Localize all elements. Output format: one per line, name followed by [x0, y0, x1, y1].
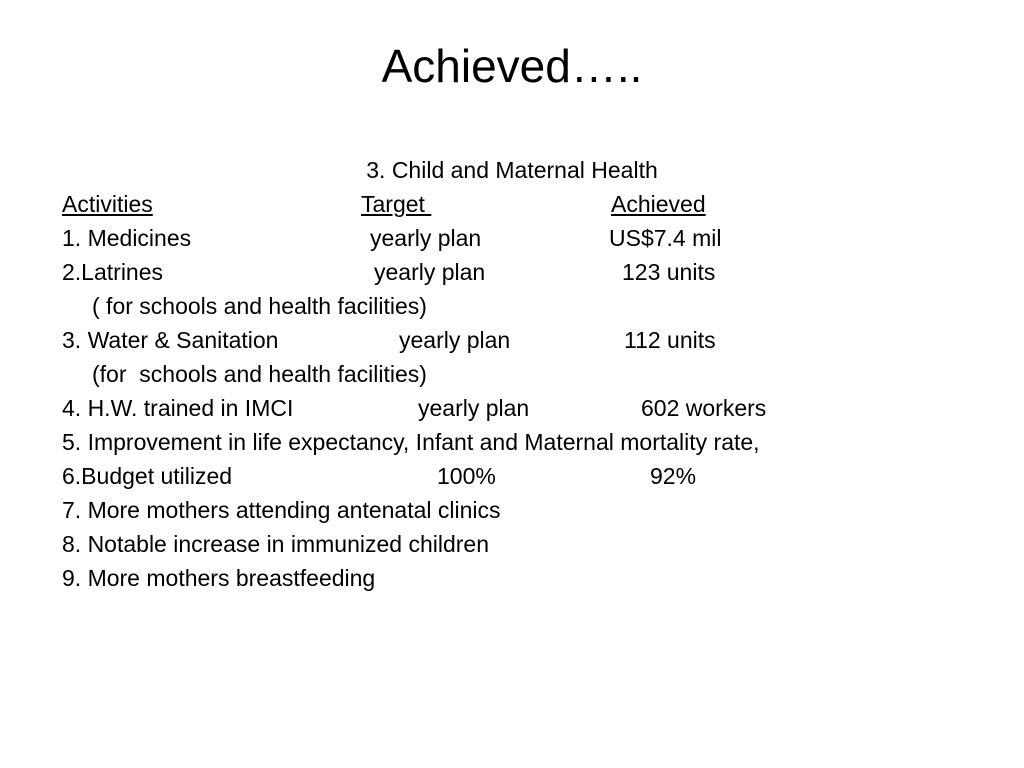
- activity-label: 6.Budget utilized: [62, 463, 233, 489]
- target-value: yearly plan: [374, 259, 486, 285]
- header-achieved: Achieved: [611, 191, 706, 217]
- target-value: 100%: [437, 463, 496, 489]
- activity-label: 3. Water & Sanitation: [62, 327, 279, 353]
- activity-label: 1. Medicines: [62, 225, 192, 251]
- target-value: yearly plan: [399, 327, 511, 353]
- header-target: Target: [361, 191, 432, 217]
- activity-label: 5. Improvement in life expectancy, Infant and Maternal mortality rate,: [62, 429, 760, 455]
- activity-label: 8. Notable increase in immunized children: [62, 531, 489, 557]
- header-activities: Activities: [62, 191, 153, 217]
- achieved-value: 92%: [650, 463, 697, 489]
- slide-title: Achieved…..: [381, 40, 643, 92]
- activity-label: 4. H.W. trained in IMCI: [62, 395, 294, 421]
- activity-label: 7. More mothers attending antenatal clinics: [62, 497, 501, 523]
- activity-note: (for schools and health facilities): [92, 361, 427, 387]
- activity-label: 9. More mothers breastfeeding: [62, 565, 376, 591]
- activity-label: 2.Latrines: [62, 259, 164, 285]
- achieved-value: 602 workers: [641, 395, 767, 421]
- achieved-value: 112 units: [624, 327, 716, 353]
- achieved-value: US$7.4 mil: [609, 225, 722, 251]
- achieved-value: 123 units: [622, 259, 716, 285]
- section-heading: 3. Child and Maternal Health: [366, 157, 658, 183]
- activity-note: ( for schools and health facilities): [92, 293, 427, 319]
- target-value: yearly plan: [370, 225, 482, 251]
- target-value: yearly plan: [418, 395, 530, 421]
